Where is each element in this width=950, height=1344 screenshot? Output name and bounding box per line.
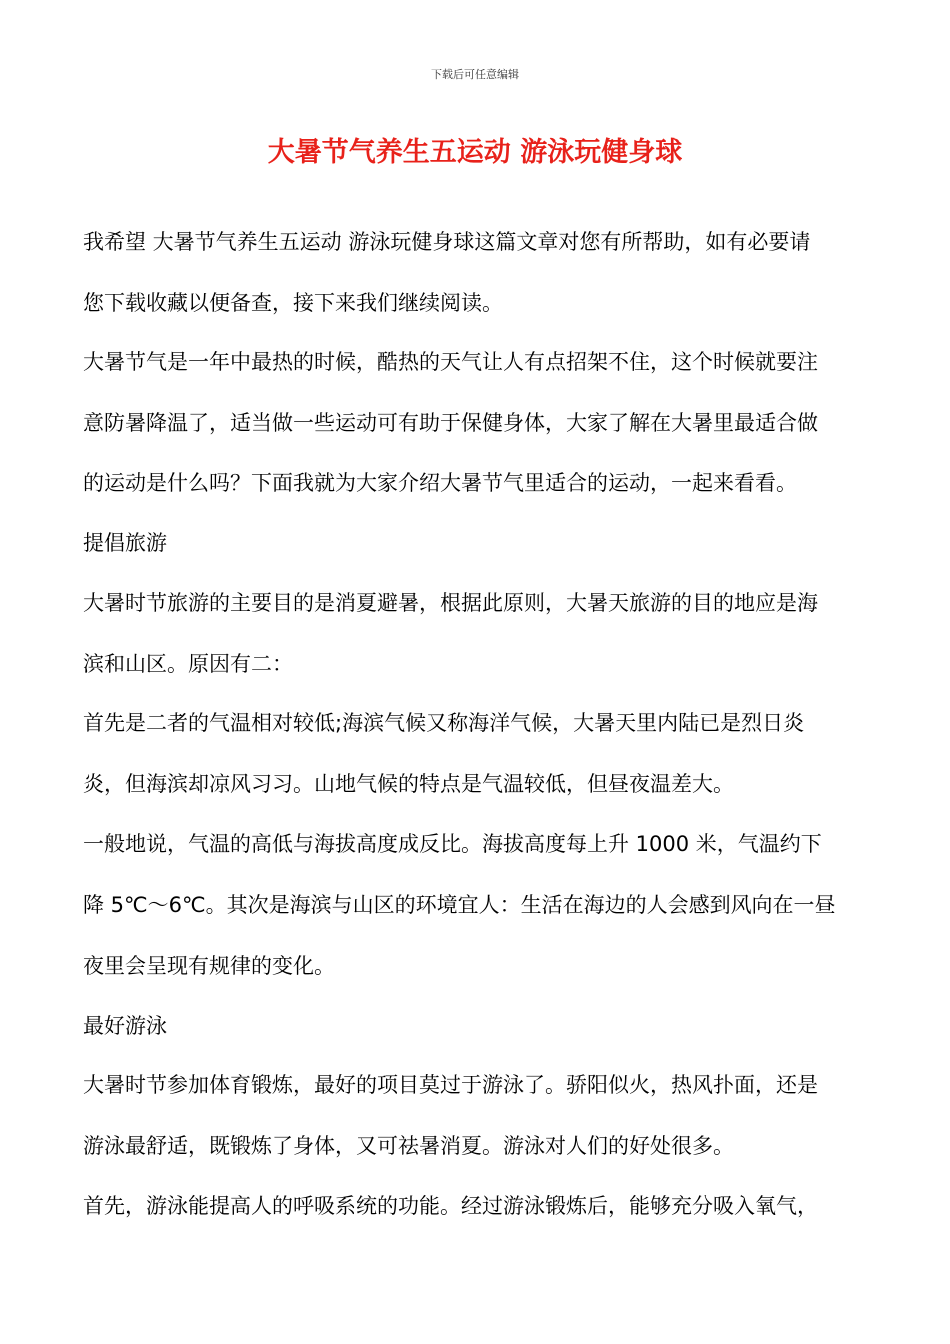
body-line: 一般地说，气温的高低与海拔高度成反比。海拔高度每上升 1000 米，气温约下 [83,832,822,856]
body-line: 游泳最舒适，既锻炼了身体，又可祛暑消夏。游泳对人们的好处很多。 [83,1134,734,1158]
body-line: 大暑时节旅游的主要目的是消夏避暑，根据此原则，大暑天旅游的目的地应是海 [83,591,818,615]
body-line: 炎，但海滨却凉风习习。山地气候的特点是气温较低，但昼夜温差大。 [83,772,734,796]
document-title: 大暑节气养生五运动 游泳玩健身球 [267,137,683,168]
body-line: 首先，游泳能提高人的呼吸系统的功能。经过游泳锻炼后，能够充分吸入氧气， [83,1194,818,1218]
header-note: 下载后可任意编辑 [431,68,519,81]
body-line: 首先是二者的气温相对较低;海滨气候又称海洋气候，大暑天里内陆已是烈日炎 [83,711,805,735]
section-heading: 最好游泳 [83,1014,167,1038]
body-line: 大暑时节参加体育锻炼，最好的项目莫过于游泳了。骄阳似火，热风扑面，还是 [83,1073,818,1097]
body-line: 的运动是什么吗？下面我就为大家介绍大暑节气里适合的运动，一起来看看。 [83,471,797,495]
body-line: 滨和山区。原因有二： [83,652,293,676]
section-heading: 提倡旅游 [83,531,167,555]
body-line: 大暑节气是一年中最热的时候，酷热的天气让人有点招架不住，这个时候就要注 [83,350,818,374]
body-line: 意防暑降温了，适当做一些运动可有助于保健身体，大家了解在大暑里最适合做 [83,411,818,435]
body-line: 您下载收藏以便备查，接下来我们继续阅读。 [83,291,503,315]
body-line: 夜里会呈现有规律的变化。 [83,954,335,978]
body-line: 降 5℃～6℃。其次是海滨与山区的环境宜人：生活在海边的人会感到风向在一昼 [83,893,836,917]
body-line: 我希望 大暑节气养生五运动 游泳玩健身球这篇文章对您有所帮助，如有必要请 [83,230,811,254]
